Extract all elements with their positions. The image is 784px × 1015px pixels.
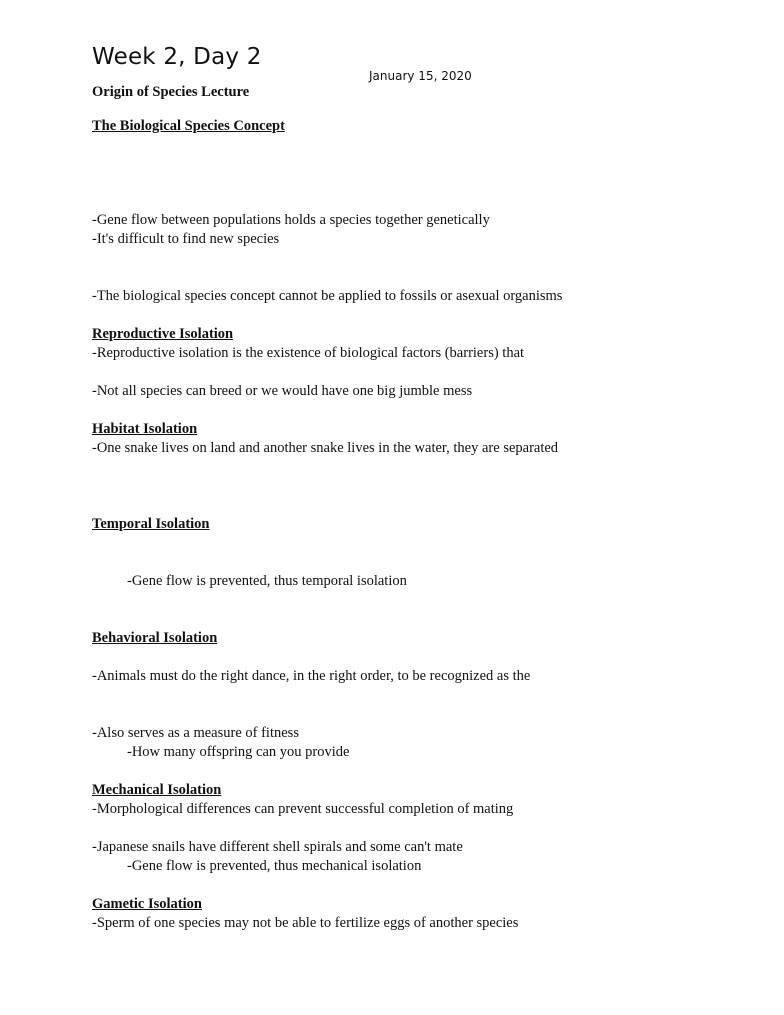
note-line: -One snake lives on land and another snake lives in the water, they are separated [92,440,559,456]
section-heading-temporal-isolation: Temporal Isolation [92,516,210,532]
note-line: -Not all species can breed or we would have one big jumble mess [92,383,473,399]
note-line: -The biological species concept cannot be applied to fossils or asexual organisms [92,288,563,304]
note-line: -Also serves as a measure of fitness [92,725,299,741]
lecture-subtitle: Origin of Species Lecture [92,84,250,100]
note-line: -Japanese snails have different shell spirals and some can't mate [92,839,463,855]
note-line: -Gene flow is prevented, thus mechanical isolation [127,858,422,874]
section-heading-gametic-isolation: Gametic Isolation [92,896,202,912]
note-line: -How many offspring can you provide [127,744,350,760]
section-heading-habitat-isolation: Habitat Isolation [92,421,198,437]
section-heading-behavioral-isolation: Behavioral Isolation [92,630,218,646]
note-line: -Gene flow between populations holds a species together genetically [92,212,490,228]
note-line: -Gene flow is prevented, thus temporal isolation [127,573,407,589]
note-line: -It's difficult to find new species [92,231,280,247]
page-title: Week 2, Day 2 [92,44,262,70]
section-heading-biological-species-concept: The Biological Species Concept [92,118,285,134]
lecture-date: January 15, 2020 [369,69,472,83]
note-line: -Morphological differences can prevent successful completion of mating [92,801,514,817]
note-line: -Sperm of one species may not be able to fertilize eggs of another species [92,915,519,931]
section-heading-mechanical-isolation: Mechanical Isolation [92,782,222,798]
note-line: -Animals must do the right dance, in the right order, to be recognized as the [92,668,531,684]
section-heading-reproductive-isolation: Reproductive Isolation [92,326,234,342]
note-line: -Reproductive isolation is the existence of biological factors (barriers) that [92,345,525,361]
